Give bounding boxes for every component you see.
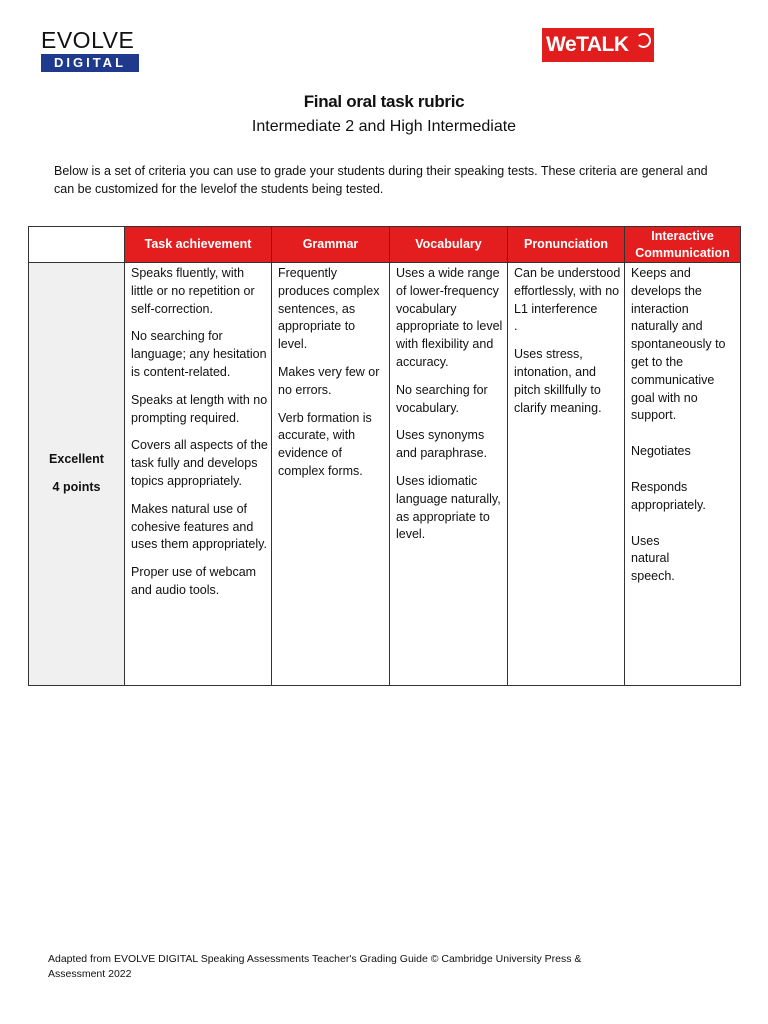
- task-achievement-cell: [125, 263, 272, 686]
- table-row: [29, 263, 741, 686]
- criterion-text: Makes natural use of cohesive features and uses them appropriately.: [131, 501, 267, 552]
- header-corner-cell: [29, 227, 125, 263]
- criterion-text: Uses idiomatic language naturally, as appropriate to level.: [396, 473, 501, 542]
- criterion-text: Verb formation is accurate, with evidence of complex forms.: [278, 410, 372, 478]
- page-title: Final oral task rubric: [303, 92, 465, 111]
- header-pronunciation: Pronunciation: [508, 227, 625, 263]
- criterion-text: Proper use of webcam and audio tools.: [131, 565, 257, 597]
- page-subtitle: Intermediate 2 and High Intermediate: [251, 118, 517, 135]
- header-vocabulary: Vocabulary: [390, 227, 508, 263]
- vocabulary-cell: [390, 263, 508, 686]
- criterion-text: No searching for vocabulary.: [396, 382, 488, 415]
- header-interactive-communication: Interactive Communication: [625, 227, 741, 263]
- criterion-text: .: [514, 319, 518, 334]
- wetalk-logo: [542, 28, 654, 62]
- rubric-table: [28, 226, 741, 686]
- criterion-text: Uses stress, intonation, and pitch skillfully to clarify meaning.: [514, 347, 602, 415]
- criterion-text: Frequently produces complex sentences, as appropriate to level.: [278, 266, 380, 352]
- level-label: Excellent: [49, 452, 104, 467]
- footer-attribution: Adapted from EVOLVE DIGITAL Speaking Assessments Teacher's Grading Guide © Cambridge University Press & Assessment 2022: [48, 953, 582, 980]
- intro-paragraph: Below is a set of criteria you can use to grade your students during their speaking tests. These criteria are general and can be customized for the levelof the students being tested.: [54, 164, 708, 196]
- wetalk-mark-icon: [636, 33, 651, 48]
- digital-logo-text: DIGITAL: [41, 54, 139, 72]
- criterion-text: Speaks fluently, with little or no repetition or self-correction.: [131, 266, 255, 316]
- criterion-text: Uses natural speech.: [631, 533, 675, 584]
- header-grammar: Grammar: [272, 227, 390, 263]
- level-cell: [29, 263, 125, 686]
- criterion-text: Responds appropriately.: [631, 479, 706, 512]
- criterion-text: Can be understood effortlessly, with no L1 interference: [514, 266, 621, 316]
- criterion-text: Makes very few or no errors.: [278, 364, 380, 397]
- criterion-text: Covers all aspects of the task fully and develops topics appropriately.: [131, 438, 268, 488]
- criterion-text: No searching for language; any hesitation is content-related.: [131, 329, 267, 379]
- criterion-text: Uses a wide range of lower-frequency vocabulary appropriate to level with flexibility and accuracy.: [396, 266, 503, 369]
- grammar-cell: [272, 263, 390, 686]
- criterion-text: Keeps and develops the interaction naturally and spontaneously to get to the communicative goal with no support.: [631, 266, 726, 423]
- criterion-text: Speaks at length with no prompting required.: [131, 392, 268, 425]
- interactive-communication-cell: [625, 263, 741, 686]
- pronunciation-cell: [508, 263, 625, 686]
- level-points: 4 points: [52, 480, 101, 494]
- header-task-achievement: Task achievement: [125, 227, 272, 263]
- wetalk-logo-text: WeTALK: [546, 33, 629, 56]
- criterion-text: Uses synonyms and paraphrase.: [396, 428, 488, 461]
- evolve-digital-logo: [41, 27, 141, 72]
- criterion-text: Negotiates: [631, 444, 691, 459]
- evolve-logo-text: EVOLVE: [41, 27, 135, 53]
- table-header-row: [29, 227, 741, 263]
